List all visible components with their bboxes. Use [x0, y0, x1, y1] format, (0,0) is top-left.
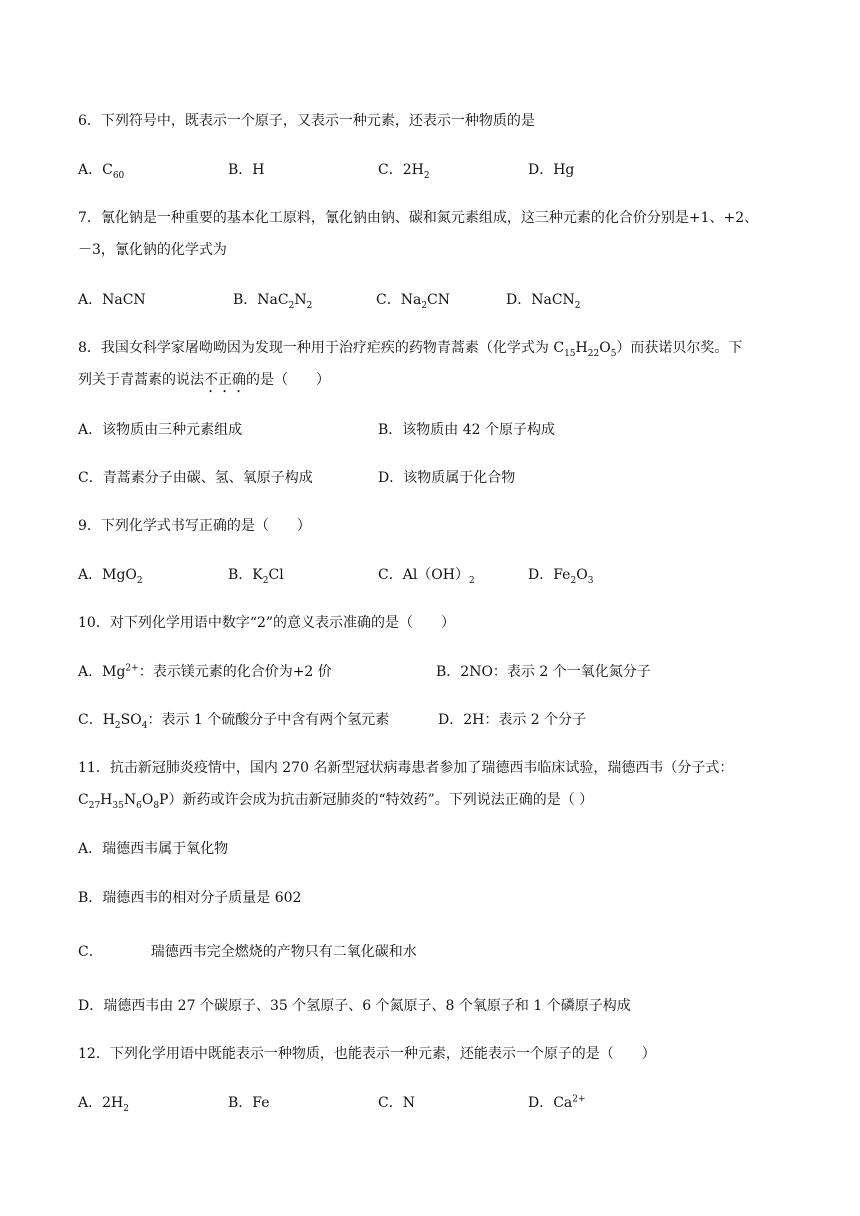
- q12-options: [78, 1093, 798, 1113]
- q11-stem-line2: $C_{27}H_{35}N_6O_8P$）新药或许会成为抗击新冠肺炎的“特效药”。下列说法正确的是（ ）: [78, 792, 594, 811]
- q10-options-row1: [78, 662, 798, 682]
- q6-stem: 6．下列符号中，既表示一个原子，又表示一种元素，还表示一种物质的是: [78, 113, 535, 129]
- q8-option-b[interactable]: B．该物质由 42 个原子构成: [378, 422, 556, 438]
- q12-option-b[interactable]: B．Fe: [228, 1095, 270, 1111]
- q9-option-a[interactable]: A．MgO$_2$: [78, 567, 143, 586]
- emphasis-not-correct: 不正确: [204, 372, 246, 388]
- q8-options-row1: [78, 420, 798, 440]
- q7-option-d[interactable]: D．NaCN$_2$: [506, 292, 581, 311]
- q12-stem: 12．下列化学用语中既能表示一种物质，也能表示一种元素，还能表示一个原子的是（ ）: [78, 1046, 656, 1062]
- q10-stem: 10．对下列化学用语中数字“2”的意义表示准确的是（ ）: [78, 615, 456, 631]
- q8-stem-line1: 8．我国女科学家屠呦呦因为发现一种用于治疗疟疾的药物青蒿素（化学式为 $C_{15}H_{22}O_5$）而获诺贝尔奖。下: [78, 340, 743, 359]
- q6-option-b[interactable]: B．H: [228, 162, 265, 178]
- q9-option-d[interactable]: D．$Fe_2O_3$: [528, 567, 594, 586]
- q10-option-d[interactable]: D．2H：表示 2 个分子: [438, 712, 587, 728]
- q9-option-c[interactable]: C．$Al(OH)_2$: [378, 567, 475, 586]
- q9-stem: 9．下列化学式书写正确的是（ ）: [78, 518, 311, 534]
- q11-option-b[interactable]: B．瑞德西韦的相对分子质量是 602: [78, 890, 302, 906]
- q10-option-b[interactable]: B．2NO：表示 2 个一氧化氮分子: [436, 664, 651, 680]
- q8-option-d[interactable]: D．该物质属于化合物: [378, 470, 516, 486]
- q11-option-c[interactable]: C． 瑞德西韦完全燃烧的产物只有二氧化碳和水: [78, 944, 417, 960]
- q9-options: [78, 565, 798, 585]
- q6-option-a[interactable]: A．$C_{60}$: [78, 162, 125, 181]
- q12-option-d[interactable]: D．$Ca^{2+}$: [528, 1094, 586, 1111]
- q8-option-a[interactable]: A．该物质由三种元素组成: [78, 422, 243, 438]
- q10-option-a[interactable]: A．$Mg^{2+}$：表示镁元素的化合价为+2 价: [78, 663, 332, 680]
- q6-option-c[interactable]: C．$2H_2$: [378, 162, 430, 181]
- q12-option-a[interactable]: A．$2H_2$: [78, 1095, 129, 1114]
- q7-option-a[interactable]: A．NaCN: [78, 292, 146, 308]
- q7-options: [78, 290, 798, 310]
- q7-stem-line2: －3，氰化钠的化学式为: [78, 242, 227, 258]
- q7-option-b[interactable]: B．$NaC_2N_2$: [233, 292, 313, 311]
- q6-options: [78, 160, 798, 180]
- q8-stem-line2: 列关于青蒿素的说法不正确的是（ ）: [78, 372, 330, 388]
- q12-option-c[interactable]: C．N: [378, 1095, 415, 1111]
- q9-option-b[interactable]: B．$K_2Cl$: [228, 567, 284, 586]
- q10-options-row2: [78, 710, 798, 730]
- q8-options-row2: [78, 468, 798, 488]
- q11-option-d[interactable]: D．瑞德西韦由 27 个碳原子、35 个氢原子、6 个氮原子、8 个氧原子和 1 个磷原子构成: [78, 998, 631, 1014]
- q11-option-a[interactable]: A．瑞德西韦属于氧化物: [78, 841, 229, 857]
- q11-stem-line1: 11．抗击新冠肺炎疫情中，国内 270 名新型冠状病毒患者参加了瑞德西韦临床试验，瑞德西韦（分子式：: [78, 760, 734, 776]
- q7-stem-line1: 7．氰化钠是一种重要的基本化工原料，氰化钠由钠、碳和氮元素组成，这三种元素的化合价分别是+1、+2、: [78, 210, 759, 226]
- q8-option-c[interactable]: C．青蒿素分子由碳、氢、氧原子构成: [78, 470, 313, 486]
- q10-option-c[interactable]: C．$H_2SO_4$：表示 1 个硫酸分子中含有两个氢元素: [78, 712, 390, 731]
- q6-option-d[interactable]: D．Hg: [528, 162, 575, 178]
- q7-option-c[interactable]: C．$Na_2CN$: [376, 292, 451, 311]
